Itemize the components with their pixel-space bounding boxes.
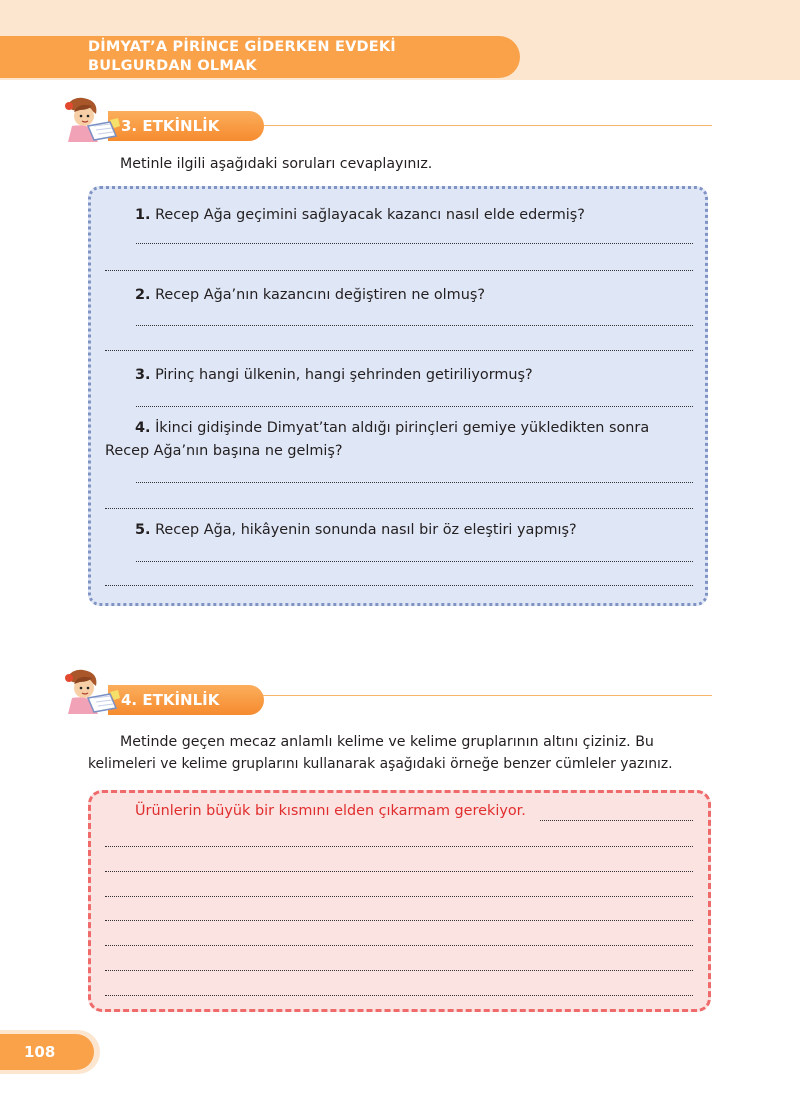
- page-title: [88, 38, 508, 76]
- question-number: 3.: [135, 367, 151, 383]
- question-4: [135, 418, 649, 438]
- answer-line[interactable]: [105, 920, 693, 921]
- question-box: [88, 186, 708, 606]
- answer-line[interactable]: [105, 270, 693, 271]
- answer-line[interactable]: [136, 325, 693, 326]
- answer-line[interactable]: [105, 995, 693, 996]
- question-number: 4.: [135, 420, 151, 436]
- answer-line[interactable]: [105, 970, 693, 971]
- answer-line[interactable]: [105, 871, 693, 872]
- answer-line[interactable]: [136, 406, 693, 407]
- answer-line[interactable]: [105, 896, 693, 897]
- question-text: Pirinç hangi ülkenin, hangi şehrinden getiriliyormuş?: [155, 367, 533, 383]
- answer-line[interactable]: [105, 585, 693, 586]
- girl-reading-mascot-icon: [58, 96, 122, 146]
- question-4-continued: Recep Ağa’nın başına ne gelmiş?: [105, 443, 343, 459]
- question-3: [135, 365, 533, 385]
- question-5: [135, 520, 577, 540]
- question-1: [135, 205, 585, 225]
- activity-3-label: 3. ETKİNLİK: [121, 117, 220, 135]
- activity-4-label: 4. ETKİNLİK: [121, 691, 220, 709]
- activity-3-instruction: Metinle ilgili aşağıdaki soruları cevaplayınız.: [120, 156, 433, 172]
- example-sentence: Ürünlerin büyük bir kısmını elden çıkarmam gerekiyor.: [135, 803, 526, 819]
- writing-box: [88, 790, 711, 1012]
- page-number: 108: [24, 1043, 56, 1061]
- girl-reading-mascot-icon: [58, 668, 122, 718]
- answer-line[interactable]: [105, 350, 693, 351]
- question-2: [135, 285, 485, 305]
- activity-3-rule: [250, 125, 712, 126]
- answer-line[interactable]: [136, 561, 693, 562]
- page-title-line-2: BULGURDAN OLMAK: [88, 58, 257, 74]
- question-number: 2.: [135, 287, 151, 303]
- question-text: Recep Ağa geçimini sağlayacak kazancı nasıl elde edermiş?: [155, 207, 585, 223]
- question-text: Recep Ağa, hikâyenin sonunda nasıl bir öz eleştiri yapmış?: [155, 522, 577, 538]
- question-number: 5.: [135, 522, 151, 538]
- answer-line[interactable]: [105, 945, 693, 946]
- activity-4-instruction-line-1: Metinde geçen mecaz anlamlı kelime ve kelime gruplarının altını çiziniz. Bu: [120, 734, 654, 750]
- activity-4-instruction-line-2: kelimeleri ve kelime gruplarını kullanarak aşağıdaki örneğe benzer cümleler yazınız.: [88, 756, 673, 772]
- question-text: Recep Ağa’nın kazancını değiştiren ne olmuş?: [155, 287, 485, 303]
- answer-line[interactable]: [105, 508, 693, 509]
- activity-4-rule: [250, 695, 712, 696]
- page-title-line-1: DİMYAT’A PİRİNCE GİDERKEN EVDEKİ: [88, 39, 396, 55]
- answer-line[interactable]: [136, 243, 693, 244]
- answer-line[interactable]: [136, 482, 693, 483]
- question-number: 1.: [135, 207, 151, 223]
- answer-line[interactable]: [105, 846, 693, 847]
- answer-line[interactable]: [540, 820, 693, 821]
- question-text: İkinci gidişinde Dimyat’tan aldığı pirinçleri gemiye yükledikten sonra: [155, 420, 650, 436]
